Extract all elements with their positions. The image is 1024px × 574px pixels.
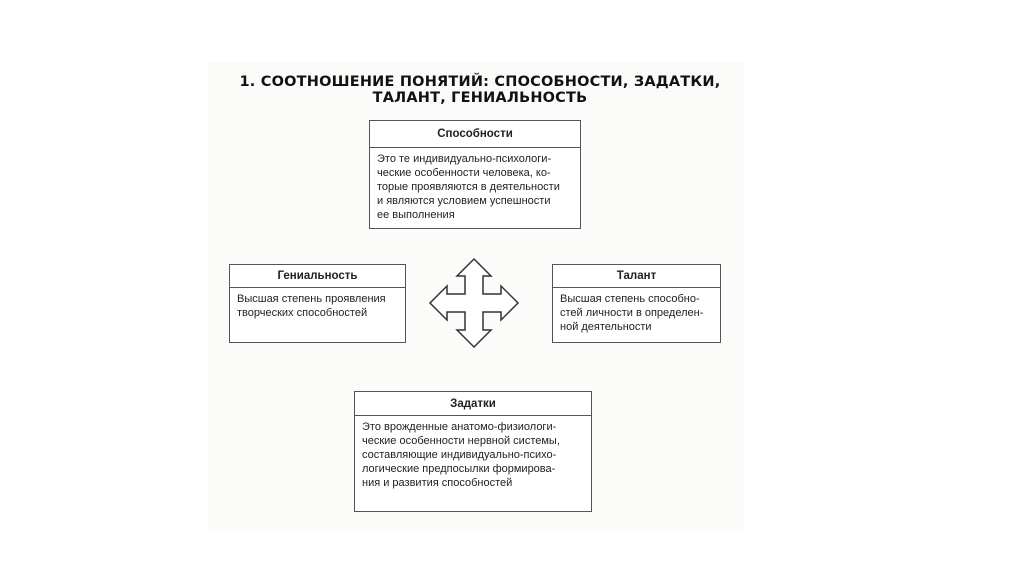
text-line: ее выполнения [377, 209, 455, 221]
text-line: составляющие индивидуально-психо- [362, 449, 557, 461]
text-line: ческие особенности человека, ко- [377, 167, 551, 179]
abilities-box [369, 120, 581, 229]
text-line: ческие особенности нервной системы, [362, 435, 560, 447]
text-line: Высшая степень проявления [237, 293, 386, 305]
genius-description [230, 288, 405, 324]
text-line: и являются условием успешности [377, 195, 551, 207]
diagram-title-line2: ТАЛАНТ, ГЕНИАЛЬНОСТЬ [372, 90, 588, 106]
abilities-description [370, 148, 580, 226]
talent-box [552, 264, 721, 343]
text-line: творческих способностей [237, 307, 368, 319]
inclinations-heading: Задатки [355, 392, 591, 416]
text-line: Это врожденные анатомо-физиологи- [362, 421, 557, 433]
talent-description [553, 288, 720, 338]
four-way-arrow-icon [428, 257, 520, 349]
text-line: логические предпосылки формирова- [362, 463, 556, 475]
text-line: ния и развития способностей [362, 477, 513, 489]
text-line: стей личности в определен- [560, 307, 704, 319]
diagram-title-line1: 1. СООТНОШЕНИЕ ПОНЯТИЙ: СПОСОБНОСТИ, ЗАДАТКИ, [239, 74, 721, 90]
inclinations-box [354, 391, 592, 512]
text-line: ной деятельности [560, 321, 652, 333]
genius-box [229, 264, 406, 343]
inclinations-description [355, 416, 591, 494]
text-line: Высшая степень способно- [560, 293, 700, 305]
genius-heading: Гениальность [230, 265, 405, 288]
text-line: Это те индивидуально-психологи- [377, 153, 552, 165]
text-line: торые проявляются в деятельности [377, 181, 560, 193]
talent-heading: Талант [553, 265, 720, 288]
abilities-heading: Способности [370, 121, 580, 148]
